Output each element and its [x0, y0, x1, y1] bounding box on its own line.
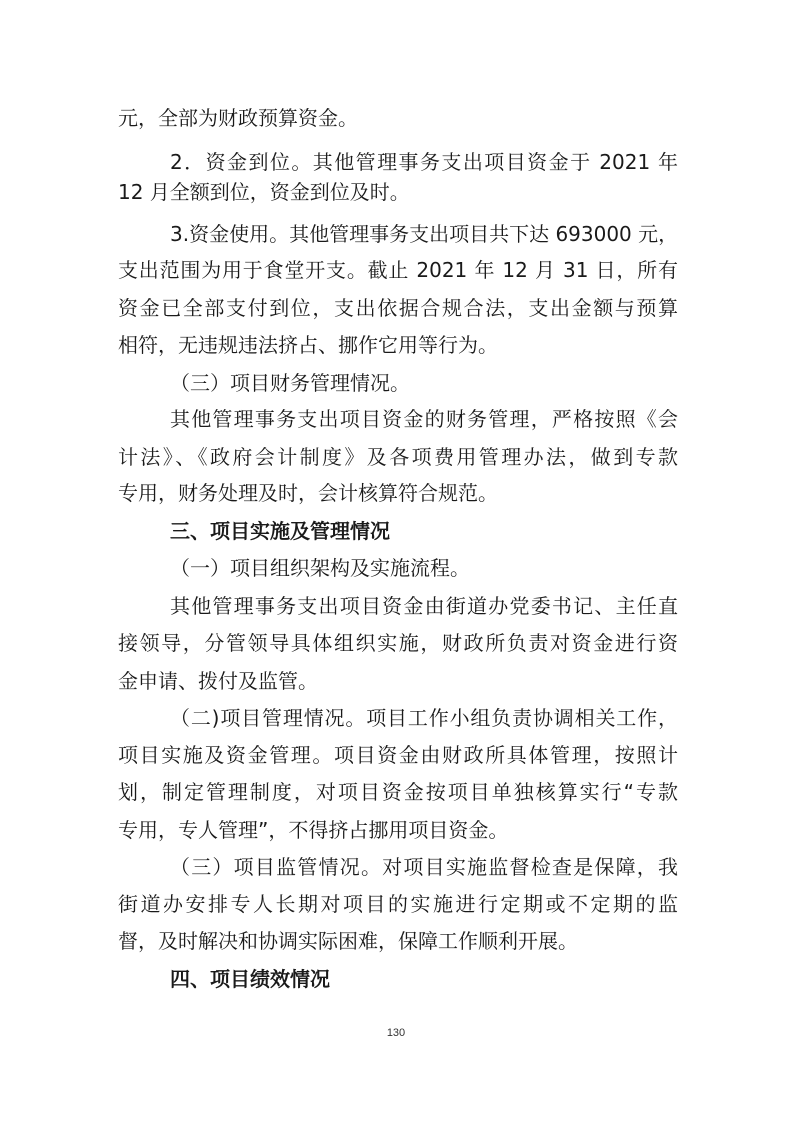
paragraph-line: 资金已全部支付到位，支出依据合规合法，支出金额与预算 [118, 296, 678, 320]
paragraph-line: 其他管理事务支出项目资金由街道办党委书记、主任直 [170, 594, 678, 618]
section-heading: 三、项目实施及管理情况 [170, 519, 390, 543]
paragraph-line: 相符，无违规违法挤占、挪作它用等行为。 [118, 333, 498, 357]
paragraph-line: 计法》、《政府会计制度》及各项费用管理办法，做到专款 [118, 445, 678, 469]
paragraph-line: 街道办安排专人长期对项目的实施进行定期或不定期的监 [118, 892, 678, 916]
paragraph-line: 专用，专人管理”，不得挤占挪用项目资金。 [118, 818, 509, 842]
paragraph-line: 12 月全额到位，资金到位及时。 [118, 180, 410, 204]
paragraph-line: （二)项目管理情况。项目工作小组负责协调相关工作， [170, 706, 678, 730]
section-subheading: （一）项目组织架构及实施流程。 [170, 556, 470, 580]
section-heading: 四、项目绩效情况 [170, 967, 330, 991]
paragraph-line: 督，及时解决和协调实际困难，保障工作顺利开展。 [118, 929, 578, 953]
paragraph-line: 元，全部为财政预算资金。 [118, 106, 358, 130]
paragraph-line: 接领导，分管领导具体组织实施，财政所负责对资金进行资 [118, 631, 678, 655]
paragraph-line: 金申请、拨付及监管。 [118, 669, 318, 693]
page-number: 130 [386, 1027, 406, 1039]
paragraph-line: 其他管理事务支出项目资金的财务管理，严格按照《会 [170, 407, 678, 431]
paragraph-line: 划，制定管理制度，对项目资金按项目单独核算实行“专款 [118, 780, 678, 804]
section-subheading: （三）项目财务管理情况。 [170, 371, 410, 395]
paragraph-line: 3.资金使用。其他管理事务支出项目共下达 693000 元， [170, 222, 679, 246]
paragraph-line: 项目实施及资金管理。项目资金由财政所具体管理，按照计 [118, 743, 678, 767]
paragraph-line: 支出范围为用于食堂开支。截止 2021 年 12 月 31 日，所有 [118, 258, 678, 282]
paragraph-line: 2．资金到位。其他管理事务支出项目资金于 2021 年 [170, 150, 678, 174]
paragraph-line: 专用，财务处理及时，会计核算符合规范。 [118, 481, 498, 505]
paragraph-line: （三）项目监管情况。对项目实施监督检查是保障，我 [170, 855, 678, 879]
